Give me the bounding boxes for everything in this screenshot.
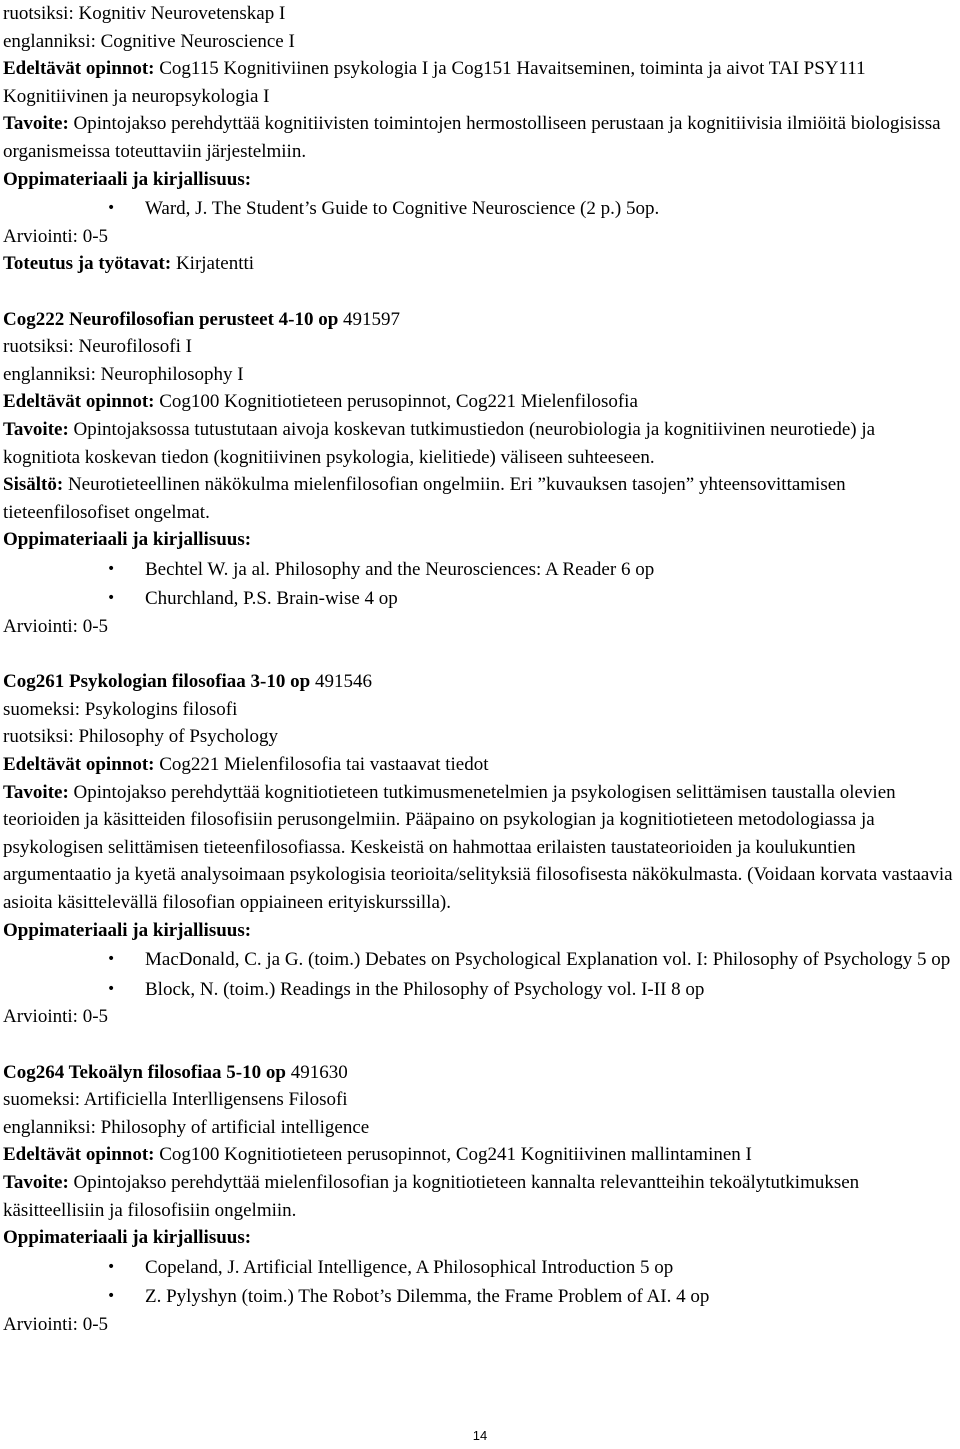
grading: Arviointi: 0-5 (3, 616, 109, 638)
grading: Arviointi: 0-5 (3, 1006, 109, 1028)
prerequisites-label: Edeltävät opinnot: (3, 58, 155, 80)
course-title: Cog222 Neurofilosofian perusteet 4-10 op (3, 308, 339, 330)
materials-heading: Oppimateriaali ja kirjallisuus: (3, 919, 252, 941)
prerequisites-label: Edeltävät opinnot: (3, 754, 155, 776)
objective (3, 416, 953, 471)
objective-text: Opintojaksossa tutustutaan aivoja koskevan tutkimustiedon (neurobiologia ja kognitiivinen neurotiede) ja kognitiota koskevan tiedon (kognitiivinen psykologia, kielitiede) väliseen suhteeseen. (3, 418, 876, 468)
course-heading (3, 1059, 960, 1087)
implementation (3, 250, 960, 278)
course-code: 491597 (338, 308, 401, 330)
list-item: • Block, N. (toim.) Readings in the Philosophy of Psychology vol. I-II 8 op (3, 976, 953, 1004)
objective-text: Opintojakso perehdyttää mielenfilosofian ja kognitiotieteen kannalta relevantteihin tekoälytutkimuksen käsitteellisiin ja filosofisiin ongelmiin. (3, 1171, 860, 1221)
objective (3, 1169, 953, 1224)
list-item: • Churchland, P.S. Brain-wise 4 op (3, 585, 953, 613)
list-item: • MacDonald, C. ja G. (toim.) Debates on Psychological Explanation vol. I: Philosophy of Psychology 5 op (3, 946, 953, 974)
course-section-cog222 (3, 306, 960, 641)
materials-heading: Oppimateriaali ja kirjallisuus: (3, 168, 252, 190)
swedish-name: ruotsiksi: Philosophy of Psychology (3, 726, 278, 748)
content-text: Neurotieteellinen näkökulma mielenfilosofian ongelmiin. Eri ”kuvauksen tasojen” yhteensovittamisen tieteenfilosofiset ongelmat. (3, 474, 846, 523)
english-name: englanniksi: Neurophilosophy I (3, 363, 244, 385)
content (3, 471, 953, 526)
materials-list (3, 556, 960, 613)
section-gap (3, 641, 960, 669)
content-label: Sisältö: (3, 474, 64, 496)
implementation-text: Kirjatentti (171, 253, 255, 275)
prerequisites (3, 388, 960, 416)
list-item: • Ward, J. The Student’s Guide to Cognitive Neuroscience (2 p.) 5op. (3, 195, 953, 223)
list-item: • Bechtel W. ja al. Philosophy and the Neurosciences: A Reader 6 op (3, 556, 953, 584)
prerequisites-label: Edeltävät opinnot: (3, 391, 155, 413)
course-title: Cog264 Tekoälyn filosofiaa 5-10 op (3, 1061, 286, 1083)
finnish-name: suomeksi: Psykologins filosofi (3, 698, 238, 720)
objective (3, 110, 953, 165)
course-section-previous (3, 0, 960, 278)
grading: Arviointi: 0-5 (3, 225, 109, 247)
grading: Arviointi: 0-5 (3, 1313, 109, 1335)
section-gap (3, 278, 960, 306)
objective-text: Opintojakso perehdyttää kognitiotieteen tutkimusmenetelmien ja psykologisen selittämisen taustalla olevien teorioiden ja käsitteiden filosofisiin perusongelmiin. Pääpaino on psykologian ja kognitiotieteen metodologiassa ja psykologisen selittämisen tieteenfilosofiassa. Keskeistä on hahmottaa erilaisten taustateorioiden ja koulukuntien argumentaatio ja kyetä analysoimaan psykologisia teorioita/selityksiä filosofisesta näkökulmasta. (Voidaan korvata vastaavia asioita käsittelevällä filosofian oppiaineen erityiskurssilla). (3, 781, 953, 913)
objective-label: Tavoite: (3, 1171, 69, 1193)
finnish-name: suomeksi: Artificiella Interlligensens Filosofi (3, 1089, 348, 1111)
objective (3, 779, 953, 917)
objective-label: Tavoite: (3, 781, 69, 803)
implementation-label: Toteutus ja työtavat: (3, 253, 172, 275)
materials-list (3, 1254, 960, 1311)
prerequisites (3, 55, 953, 110)
prerequisites-text: Cog100 Kognitiotieteen perusopinnot, Cog221 Mielenfilosofia (154, 391, 638, 413)
prerequisites-text: Cog100 Kognitiotieteen perusopinnot, Cog241 Kognitiivinen mallintaminen I (154, 1144, 752, 1166)
swedish-name: ruotsiksi: Neurofilosofi I (3, 336, 192, 358)
list-item: • Copeland, J. Artificial Intelligence, A Philosophical Introduction 5 op (3, 1254, 953, 1282)
english-name: englanniksi: Philosophy of artificial intelligence (3, 1116, 370, 1138)
section-gap (3, 1031, 960, 1059)
prerequisites (3, 751, 960, 779)
prerequisites-label: Edeltävät opinnot: (3, 1144, 155, 1166)
list-item: • Z. Pylyshyn (toim.) The Robot’s Dilemma, the Frame Problem of AI. 4 op (3, 1283, 953, 1311)
course-heading (3, 306, 960, 334)
course-title: Cog261 Psykologian filosofiaa 3-10 op (3, 671, 311, 693)
course-section-cog261 (3, 668, 960, 1031)
materials-list (3, 946, 960, 1003)
materials-heading: Oppimateriaali ja kirjallisuus: (3, 1227, 252, 1249)
prerequisites (3, 1141, 960, 1169)
course-section-cog264 (3, 1059, 960, 1339)
objective-text: Opintojakso perehdyttää kognitiivisten toimintojen hermostolliseen perustaan ja kognitiivisia ilmiöitä biologisissa organismeissa toteuttaviin järjestelmiin. (3, 113, 941, 162)
materials-list (3, 195, 960, 223)
swedish-name: ruotsiksi: Kognitiv Neurovetenskap I (3, 3, 286, 24)
english-name: englanniksi: Cognitive Neuroscience I (3, 30, 295, 52)
course-code: 491630 (285, 1061, 348, 1083)
objective-label: Tavoite: (3, 418, 69, 440)
prerequisites-text: Cog115 Kognitiviinen psykologia I ja Cog151 Havaitseminen, toiminta ja aivot TAI PSY111 Kognitiivinen ja neuropsykologia I (3, 58, 866, 107)
course-code: 491546 (310, 671, 372, 693)
objective-label: Tavoite: (3, 113, 69, 135)
course-heading (3, 668, 960, 696)
prerequisites-text: Cog221 Mielenfilosofia tai vastaavat tiedot (154, 754, 489, 776)
page-number: 14 (472, 1428, 488, 1443)
materials-heading: Oppimateriaali ja kirjallisuus: (3, 529, 252, 551)
